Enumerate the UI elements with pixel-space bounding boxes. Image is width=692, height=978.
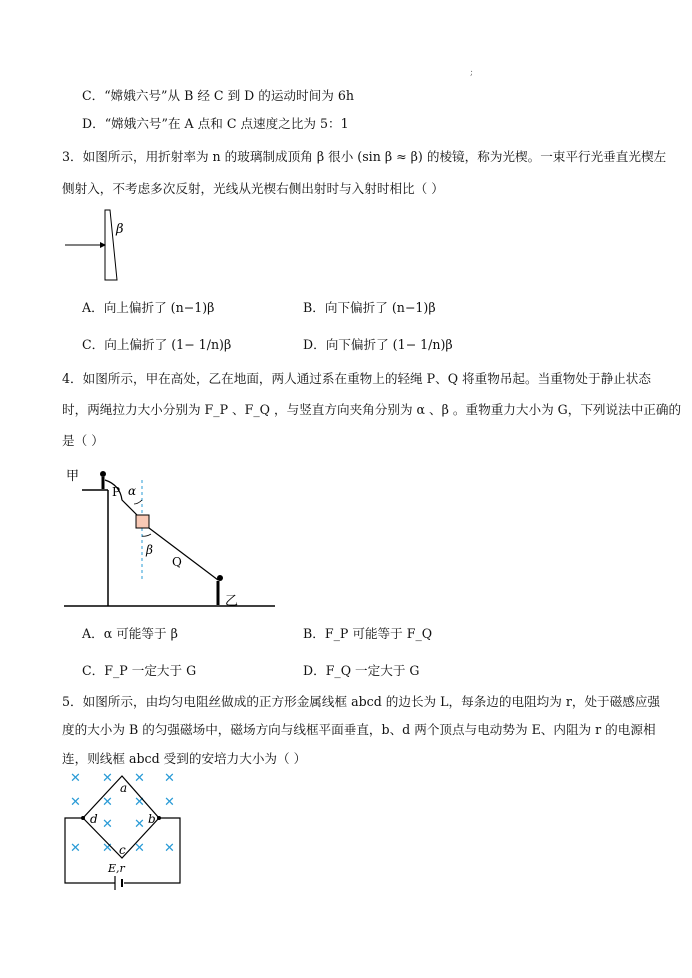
alpha-arc — [134, 500, 142, 504]
svg-text:✕: ✕ — [102, 817, 113, 832]
beta-arc — [142, 534, 151, 536]
svg-text:✕: ✕ — [164, 795, 175, 810]
wedge-prism — [105, 210, 117, 280]
q5-circuit-figure — [60, 768, 190, 893]
person-jia — [100, 471, 106, 477]
label-q: Q — [172, 555, 182, 569]
q3-optical-wedge-figure — [60, 200, 150, 290]
svg-text:✕: ✕ — [102, 795, 113, 810]
q2-option-d: D．“嫦娥六号”在 A 点和 C 点速度之比为 5：1 — [82, 116, 349, 131]
q4-ropes-figure — [60, 460, 290, 610]
label-p: P — [112, 485, 121, 499]
q4-stem-line-2: 时，两绳拉力大小分别为 F_P 、F_Q ，与竖直方向夹角分别为 α 、β 。重物重力大小为 G，下列说法中正确的 — [62, 402, 682, 417]
q5-stem-line-1: 5．如图所示，由均匀电阻丝做成的正方形金属线框 abcd 的边长为 L，每条边的电阻均为 r，处于磁感应强 — [62, 694, 661, 709]
q3-stem-line-1: 3．如图所示，用折射率为 n 的玻璃制成顶角 β 很小 (sin β ≈ β) 的棱镜，称为光楔。一束平行光垂直光楔左 — [62, 149, 667, 164]
label-source: E,r — [108, 862, 125, 875]
svg-text:✕: ✕ — [134, 841, 145, 856]
label-d: d — [90, 812, 98, 826]
label-c: c — [119, 843, 126, 857]
q3-stem-line-2: 侧射入，不考虑多次反射，光线从光楔右侧出射时与入射时相比（ ） — [62, 181, 444, 196]
person-yi — [217, 575, 223, 581]
wedge-angle-label: β — [116, 222, 124, 237]
q3-option-d: D．向下偏折了 (1− 1/n)β — [303, 337, 453, 352]
label-jia: 甲 — [66, 469, 80, 484]
svg-text:✕: ✕ — [134, 817, 145, 832]
label-a: a — [120, 781, 128, 795]
q4-option-a: A．α 可能等于 β — [82, 626, 178, 641]
hanging-weight — [136, 515, 149, 528]
q4-option-d: D．F_Q 一定大于 G — [303, 663, 420, 678]
rope-q — [149, 528, 218, 580]
q5-stem-line-2: 度的大小为 B 的匀强磁场中，磁场方向与线框平面垂直，b、d 两个顶点与电动势为 E、内阻为 r 的电源相 — [62, 722, 656, 737]
svg-text:✕: ✕ — [164, 771, 175, 786]
svg-text:✕: ✕ — [102, 841, 113, 856]
q3-option-a: A．向上偏折了 (n−1)β — [82, 300, 215, 315]
q5-stem-line-3: 连，则线框 abcd 受到的安培力大小为（ ） — [62, 751, 307, 766]
q2-option-c: C．“嫦娥六号”从 B 经 C 到 D 的运动时间为 6h — [82, 88, 354, 103]
q4-stem-line-3: 是（ ） — [62, 433, 104, 448]
svg-text:✕: ✕ — [134, 795, 145, 810]
svg-text:✕: ✕ — [102, 771, 113, 786]
svg-text:✕: ✕ — [70, 841, 81, 856]
q4-option-b: B．F_P 可能等于 F_Q — [303, 626, 433, 641]
q3-option-c: C．向上偏折了 (1− 1/n)β — [82, 337, 232, 352]
q3-option-b: B．向下偏折了 (n−1)β — [303, 300, 436, 315]
svg-text:✕: ✕ — [134, 771, 145, 786]
label-alpha: α — [128, 484, 137, 498]
q4-option-c: C．F_P 一定大于 G — [82, 663, 197, 678]
svg-text:✕: ✕ — [164, 841, 175, 856]
q4-stem-line-1: 4．如图所示，甲在高处，乙在地面，两人通过系在重物上的轻绳 P、Q 将重物吊起。当重物处于静止状态 — [62, 371, 651, 386]
svg-text:✕: ✕ — [70, 795, 81, 810]
top-mark: ; — [470, 68, 474, 78]
label-b: b — [148, 812, 156, 826]
label-beta: β — [146, 543, 153, 557]
svg-text:✕: ✕ — [70, 771, 81, 786]
label-yi: 乙 — [225, 594, 239, 609]
